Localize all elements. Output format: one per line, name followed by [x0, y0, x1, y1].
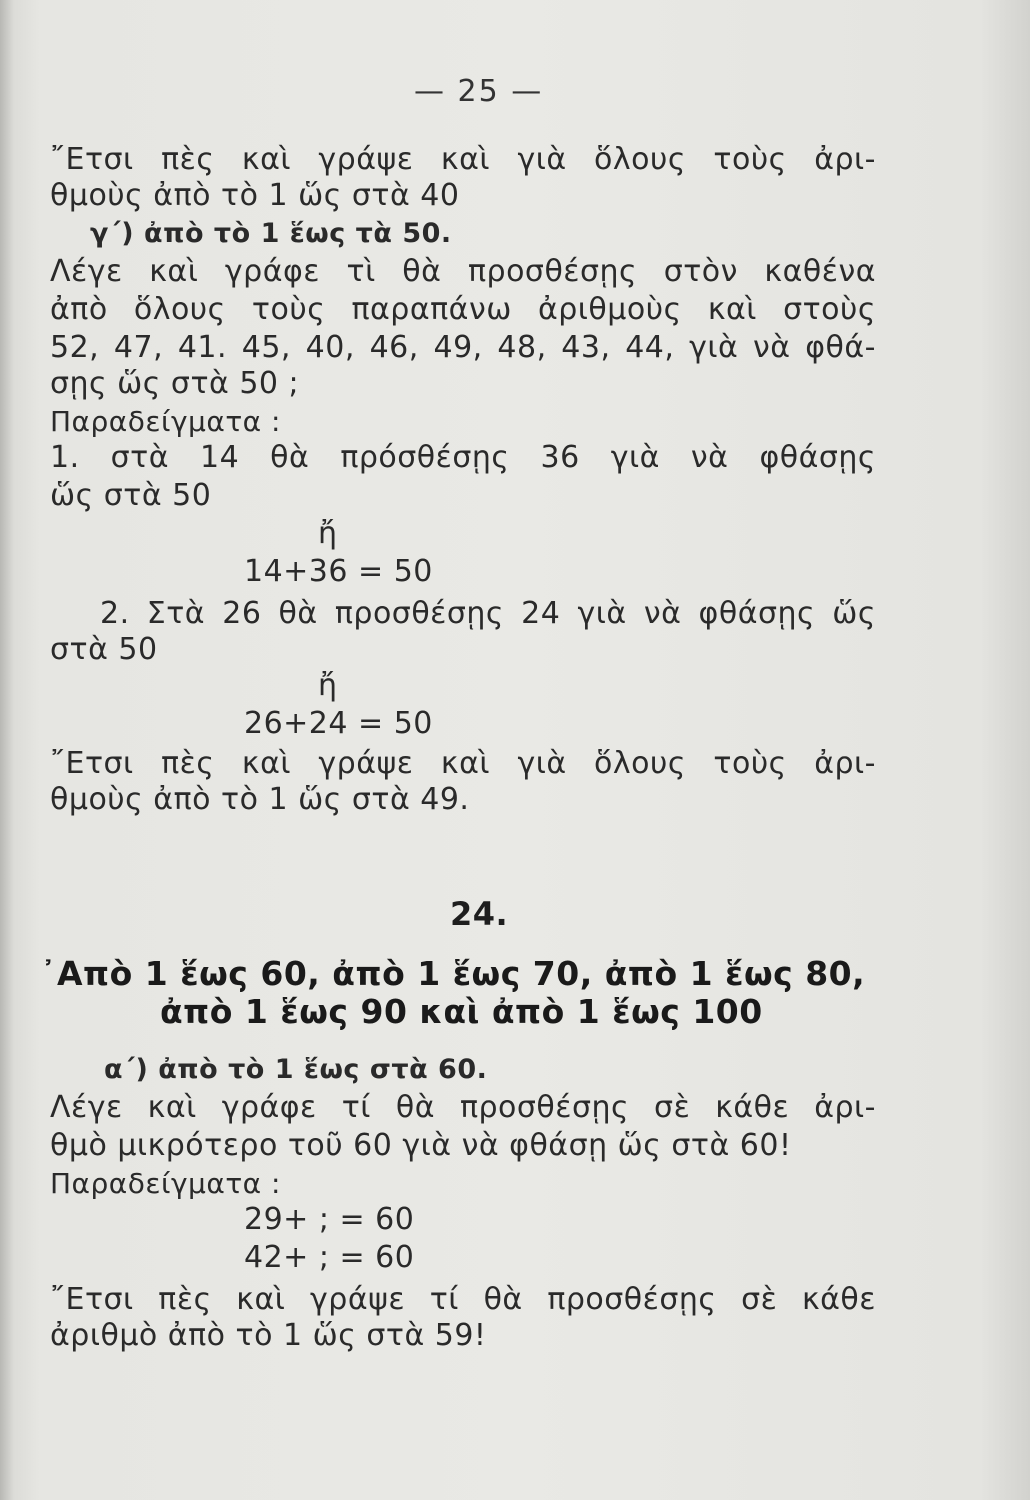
outro-line-2: θμοὺς ἀπὸ τὸ 1 ὥς στὰ 49.	[50, 782, 470, 817]
section-instruction-line-1: Λέγε καὶ γράφε τί θὰ προσθέσῃς σὲ κάθε ἀρι-	[50, 1090, 876, 1125]
example-1-line-2: ὥς στὰ 50	[50, 478, 212, 513]
examples-label-2: Παραδείγματα :	[50, 1167, 281, 1200]
equation-1: 14+36 = 50	[244, 554, 433, 589]
section-equation-1: 29+ ; = 60	[244, 1202, 415, 1237]
section-number: 24.	[450, 895, 509, 933]
or-word-2: ἤ	[318, 668, 338, 703]
page-number: — 25 —	[414, 74, 544, 109]
section-title-line-1: ᾿Απὸ 1 ἕως 60, ἀπὸ 1 ἕως 70, ἀπὸ 1 ἕως 80,	[40, 954, 866, 993]
example-1-line-1: 1. στὰ 14 θὰ πρόσθέσῃς 36 γιὰ νὰ φθάσῃς	[50, 440, 876, 475]
subheading-a: α΄) ἀπὸ τὸ 1 ἕως στὰ 60.	[104, 1054, 488, 1085]
section-outro-line-1: ῎Ετσι πὲς καὶ γράψε τί θὰ προσθέσῃς σὲ κάθε	[50, 1282, 876, 1317]
section-instruction-line-2: θμὸ μικρότερο τοῦ 60 γιὰ νὰ φθάσῃ ὥς στὰ 60!	[50, 1128, 792, 1163]
section-title-line-2: ἀπὸ 1 ἕως 90 καὶ ἀπὸ 1 ἕως 100	[160, 992, 763, 1031]
equation-2: 26+24 = 50	[244, 706, 433, 741]
subheading-c: γ΄) ἀπὸ τὸ 1 ἕως τὰ 50.	[90, 218, 452, 249]
instruction-line-1: Λέγε καὶ γράφε τὶ θὰ προσθέσῃς στὸν καθένα	[50, 254, 876, 289]
section-equation-2: 42+ ; = 60	[244, 1240, 415, 1275]
example-2-line-2: στὰ 50	[50, 632, 158, 667]
instruction-line-4: σῃς ὥς στὰ 50 ;	[50, 366, 300, 401]
outro-line-1: ῎Ετσι πὲς καὶ γράψε καὶ γιὰ ὅλους τοὺς ἀρι-	[50, 746, 876, 781]
instruction-line-3: 52, 47, 41. 45, 40, 46, 49, 48, 43, 44, γιὰ νὰ φθά-	[50, 330, 876, 365]
section-outro-line-2: ἀριθμὸ ἀπὸ τὸ 1 ὥς στὰ 59!	[50, 1318, 487, 1353]
or-word-1: ἤ	[318, 516, 338, 551]
intro-line-2: θμοὺς ἀπὸ τὸ 1 ὥς στὰ 40	[50, 178, 460, 213]
intro-line-1: ῎Ετσι πὲς καὶ γράψε καὶ γιὰ ὅλους τοὺς ἀρι-	[50, 142, 876, 177]
instruction-line-2: ἀπὸ ὅλους τοὺς παραπάνω ἀριθμοὺς καὶ στοὺς	[50, 292, 876, 327]
example-2-line-1: 2. Στὰ 26 θὰ προσθέσῃς 24 γιὰ νὰ φθάσῃς ὥς	[100, 596, 876, 631]
examples-label-1: Παραδείγματα :	[50, 405, 281, 438]
